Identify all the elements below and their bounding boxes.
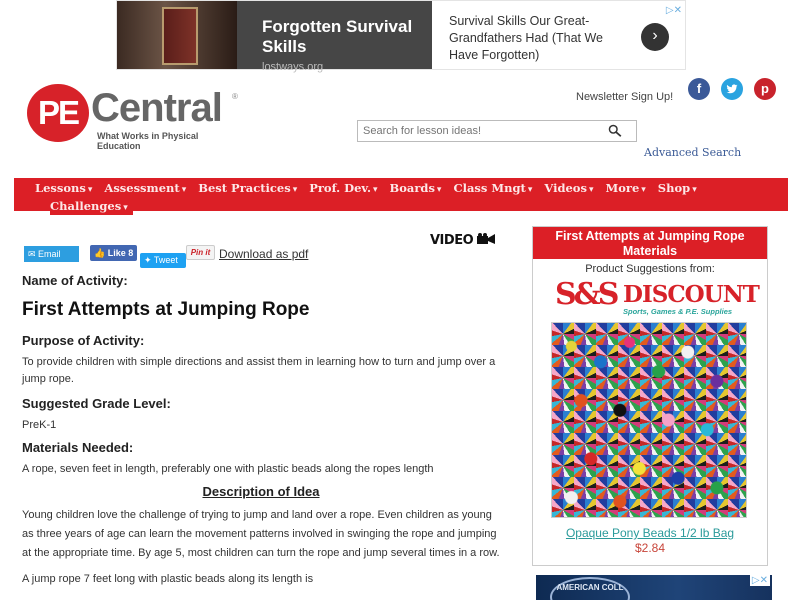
envelope-icon: ✉ — [28, 249, 39, 259]
ad-description-panel[interactable] — [432, 1, 685, 69]
ad-title-panel[interactable] — [237, 1, 432, 73]
chevron-down-icon: ▾ — [123, 203, 128, 213]
nav-shop[interactable] — [658, 181, 697, 195]
chevron-down-icon: ▾ — [692, 185, 697, 195]
logo-pe-circle: PE — [27, 84, 89, 142]
nav-label: Prof. Dev. — [309, 181, 371, 195]
description-heading: Description of Idea — [202, 484, 320, 499]
video-link[interactable] — [430, 233, 495, 248]
registered-mark: ® — [232, 92, 238, 101]
nav-videos[interactable] — [544, 181, 593, 195]
ad-arrow-button[interactable]: › — [641, 23, 669, 51]
newsletter-signup-link[interactable]: Newsletter Sign Up! — [576, 91, 674, 103]
email-label: Email — [38, 249, 61, 259]
search-box[interactable] — [357, 120, 637, 142]
like-label: Like 8 — [107, 248, 134, 258]
grade-level-value: PreK-1 — [22, 419, 57, 431]
adchoices-icon[interactable]: ▷✕ — [751, 575, 768, 586]
nav-label: Challenges — [50, 199, 122, 213]
chevron-down-icon: ▾ — [181, 185, 187, 195]
chevron-down-icon: ▾ — [588, 185, 594, 195]
grade-level-label: Suggested Grade Level: — [22, 396, 171, 411]
product-price: $2.84 — [634, 541, 666, 555]
description-paragraph-1: Young children love the challenge of trying to jump and land over a rope. Even children as young as three years of age can learn the movement patterns involved in swinging the rope and jumping at the appropriate time. By age 5, most children can turn the rope and jump several times in a row. — [22, 509, 500, 559]
discount-logo-text: DISCOUNT — [623, 281, 759, 308]
nav-boards[interactable] — [390, 181, 442, 195]
tweet-label: Tweet — [153, 255, 178, 265]
ss-logo-text: S&S — [555, 277, 617, 312]
nav-lessons[interactable] — [35, 181, 92, 195]
nav-label: Lessons — [35, 181, 86, 195]
facebook-icon[interactable]: f — [688, 78, 710, 100]
widget-title: First Attempts at Jumping Rope Materials — [533, 227, 767, 259]
facebook-like-button[interactable] — [90, 245, 137, 261]
nav-assessment[interactable] — [104, 181, 186, 195]
chevron-down-icon: ▾ — [292, 185, 298, 195]
ad-description: Survival Skills Our Great-Grandfathers Had (That We Have Forgotten) — [449, 14, 604, 62]
activity-title: First Attempts at Jumping Rope — [22, 299, 310, 320]
adchoices-icon[interactable]: ▷✕ — [665, 5, 682, 16]
materials-widget — [532, 226, 768, 566]
pinterest-icon[interactable]: p — [754, 78, 776, 100]
download-pdf-link[interactable]: Download as pdf — [219, 247, 309, 261]
chevron-down-icon: ▾ — [372, 185, 378, 195]
materials-text: A rope, seven feet in length, preferably one with plastic beads along the ropes length — [22, 463, 434, 475]
description-paragraph-2: A jump rope 7 feet long with plastic beads along its length is — [22, 573, 314, 585]
product-link[interactable]: Opaque Pony Beads 1/2 lb Bag — [565, 526, 735, 540]
nav-prof-dev[interactable] — [309, 181, 377, 195]
nav-challenges[interactable] — [50, 199, 133, 215]
email-share-button[interactable] — [24, 246, 79, 262]
nav-label: Shop — [657, 181, 691, 195]
thumbs-up-icon: 👍 — [94, 248, 108, 258]
purpose-label: Purpose of Activity: — [22, 333, 145, 348]
search-input[interactable] — [363, 125, 598, 137]
nav-best-practices[interactable] — [198, 181, 297, 195]
activity-content — [22, 273, 500, 588]
pin-it-button[interactable]: Pin it — [186, 245, 215, 260]
name-of-activity-label: Name of Activity: — [22, 273, 128, 288]
pony-beads-product-image[interactable] — [551, 322, 747, 518]
video-label: VIDEO — [430, 233, 474, 248]
advanced-search-link[interactable]: Advanced Search — [644, 146, 742, 159]
twitter-icon: ✦ — [144, 255, 154, 265]
nav-label: Assessment — [104, 181, 180, 195]
nav-label: More — [605, 181, 640, 195]
nav-label: Videos — [544, 181, 587, 195]
ss-discount-logo[interactable] — [533, 277, 767, 317]
nav-more[interactable] — [605, 181, 645, 195]
nav-label: Class Mngt — [453, 181, 526, 195]
nav-class-mngt[interactable] — [453, 181, 532, 195]
chevron-down-icon: ▾ — [87, 185, 93, 195]
ad-title[interactable]: Forgotten Survival Skills — [262, 17, 413, 56]
logo-central-text: Central — [91, 86, 222, 130]
college-seal: AMERICAN COLL — [550, 577, 630, 600]
ss-tagline: Sports, Games & P.E. Supplies — [623, 307, 733, 316]
nav-label: Boards — [389, 181, 435, 195]
product-suggestions-label: Product Suggestions from: — [585, 263, 715, 275]
chevron-down-icon: ▾ — [527, 185, 533, 195]
twitter-icon[interactable] — [721, 78, 743, 100]
video-camera-icon — [477, 233, 495, 245]
logo-tagline: What Works in Physical Education — [97, 131, 199, 151]
nav-label: Best Practices — [198, 181, 291, 195]
book-graphic — [162, 7, 198, 65]
chevron-down-icon: ▾ — [641, 185, 646, 195]
ad-book-image[interactable] — [117, 1, 237, 69]
materials-label: Materials Needed: — [22, 440, 134, 455]
ad-url: lostways.org — [262, 61, 324, 73]
sidebar-advertisement[interactable] — [536, 575, 772, 600]
top-advertisement[interactable] — [116, 0, 686, 73]
pe-central-logo[interactable] — [27, 84, 242, 151]
twitter-bird-icon — [726, 83, 738, 95]
search-icon[interactable] — [608, 124, 622, 141]
tweet-button[interactable] — [140, 253, 186, 268]
purpose-text: To provide children with simple directions and assist them in learning how to turn and jump over a jump rope. — [22, 356, 496, 385]
chevron-down-icon: ▾ — [436, 185, 442, 195]
